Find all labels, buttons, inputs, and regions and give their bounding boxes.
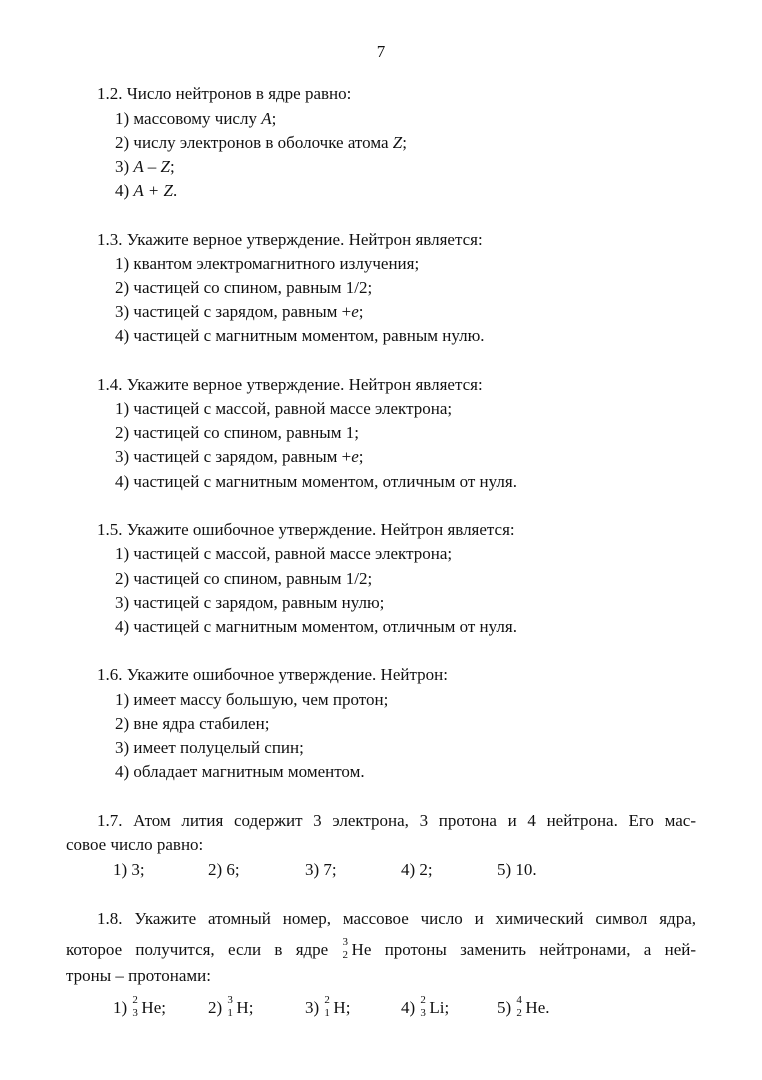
option-2 xyxy=(115,133,407,153)
question-text-line: троны – протонами: xyxy=(66,966,211,985)
option-1: 1) частицей с массой, равной массе электрона; xyxy=(115,544,453,563)
option-1: 1) частицей с массой, равной массе электрона; xyxy=(115,399,453,418)
option-text: 2) числу электронов в оболочке атома xyxy=(115,133,389,152)
atomic-number: 3 xyxy=(420,1007,426,1019)
mass-number: 2 xyxy=(324,994,330,1006)
atomic-number: 1 xyxy=(227,1007,233,1019)
mass-number: 2 xyxy=(132,994,138,1006)
answer-option xyxy=(208,994,254,1019)
question-stem: 1.4. Укажите верное утверждение. Нейтрон является: xyxy=(97,375,483,394)
question-text-line xyxy=(66,936,697,961)
element-symbol: H xyxy=(333,998,346,1017)
question-stem: 1.3. Укажите верное утверждение. Нейтрон является: xyxy=(97,230,483,249)
element-symbol: He xyxy=(141,998,162,1017)
option-punct: ; xyxy=(345,998,351,1017)
option-variable: e xyxy=(351,447,359,466)
element-symbol: He xyxy=(525,998,546,1017)
answer-option xyxy=(497,994,550,1019)
option-label: 4) xyxy=(115,181,130,200)
option-punct: ; xyxy=(358,447,364,466)
question-text: 1.7. Атом лития содержит 3 электрона, 3 протона и 4 нейтрона. Его мас- xyxy=(97,811,696,830)
answer-option xyxy=(305,994,351,1019)
question-text: которое получится, если в ядре xyxy=(66,940,329,959)
option-3: 3) частицей с зарядом, равным нулю; xyxy=(115,593,385,612)
answer-option: 3) 7; xyxy=(305,860,337,879)
option-punct: ; xyxy=(444,998,450,1017)
option-2: 2) частицей со спином, равным 1/2; xyxy=(115,569,373,588)
atomic-number: 3 xyxy=(132,1007,138,1019)
option-label: 2) xyxy=(208,998,223,1017)
option-punct: ; xyxy=(161,998,166,1017)
option-3 xyxy=(115,447,364,467)
page-number: 7 xyxy=(376,42,386,61)
element-symbol: H xyxy=(236,998,249,1017)
mass-number: 2 xyxy=(420,994,426,1006)
answer-option xyxy=(401,994,450,1019)
option-label: 1) xyxy=(113,998,128,1017)
option-1: 1) квантом электромагнитного излучения; xyxy=(115,254,420,273)
element-symbol: Li xyxy=(429,998,445,1017)
option-3 xyxy=(115,302,364,322)
option-4: 4) частицей с магнитным моментом, отличным от нуля. xyxy=(115,617,517,636)
option-text: 3) частицей с зарядом, равным + xyxy=(115,447,352,466)
option-punct: . xyxy=(172,181,178,200)
option-1: 1) имеет массу большую, чем протон; xyxy=(115,690,389,709)
question-text-line xyxy=(66,909,696,929)
option-4: 4) обладает магнитным моментом. xyxy=(115,762,365,781)
option-expression: A – Z xyxy=(133,157,170,176)
option-4 xyxy=(115,181,177,201)
question-text-line: совое число равно: xyxy=(66,835,204,854)
option-variable: Z xyxy=(392,133,403,152)
option-variable: A xyxy=(261,109,272,128)
answer-option: 2) 6; xyxy=(208,860,240,879)
option-3: 3) имеет полуцелый спин; xyxy=(115,738,304,757)
answer-option: 5) 10. xyxy=(497,860,537,879)
option-2: 2) частицей со спином, равным 1/2; xyxy=(115,278,373,297)
element-symbol: He xyxy=(351,940,372,959)
answer-option: 1) 3; xyxy=(113,860,145,879)
answer-option: 4) 2; xyxy=(401,860,433,879)
option-punct: ; xyxy=(402,133,407,152)
mass-number: 3 xyxy=(227,994,233,1006)
atomic-number: 2 xyxy=(342,949,349,961)
atomic-number: 2 xyxy=(516,1007,522,1019)
option-2: 2) вне ядра стабилен; xyxy=(115,714,270,733)
option-punct: ; xyxy=(169,157,175,176)
option-label: 5) xyxy=(497,998,512,1017)
option-punct: ; xyxy=(248,998,254,1017)
option-text: 1) массовому числу xyxy=(115,109,257,128)
mass-number: 4 xyxy=(516,994,522,1006)
option-expression: A + Z xyxy=(133,181,173,200)
question-stem: 1.6. Укажите ошибочное утверждение. Нейтрон: xyxy=(97,665,448,684)
option-text: 3) частицей с зарядом, равным + xyxy=(115,302,352,321)
option-label: 3) xyxy=(305,998,320,1017)
mass-number: 3 xyxy=(342,936,349,948)
option-punct: ; xyxy=(271,109,277,128)
question-text-line xyxy=(66,811,696,831)
option-punct: ; xyxy=(358,302,364,321)
nuclide-helium-3 xyxy=(342,936,372,961)
answer-option xyxy=(113,994,166,1019)
question-stem: 1.2. Число нейтронов в ядре равно: xyxy=(97,84,352,103)
option-2: 2) частицей со спином, равным 1; xyxy=(115,423,359,442)
atomic-number: 1 xyxy=(324,1007,330,1019)
question-text: протоны заменить нейтронами, а ней- xyxy=(384,940,697,959)
option-label: 3) xyxy=(115,157,130,176)
question-stem: 1.5. Укажите ошибочное утверждение. Нейтрон является: xyxy=(97,520,515,539)
option-label: 4) xyxy=(401,998,416,1017)
option-3 xyxy=(115,157,175,177)
option-4: 4) частицей с магнитным моментом, равным нулю. xyxy=(115,326,485,345)
option-1 xyxy=(115,109,276,129)
option-punct: . xyxy=(545,998,550,1017)
option-variable: e xyxy=(351,302,359,321)
question-text: 1.8. Укажите атомный номер, массовое число и химический символ ядра, xyxy=(97,909,696,928)
option-4: 4) частицей с магнитным моментом, отличным от нуля. xyxy=(115,472,517,491)
